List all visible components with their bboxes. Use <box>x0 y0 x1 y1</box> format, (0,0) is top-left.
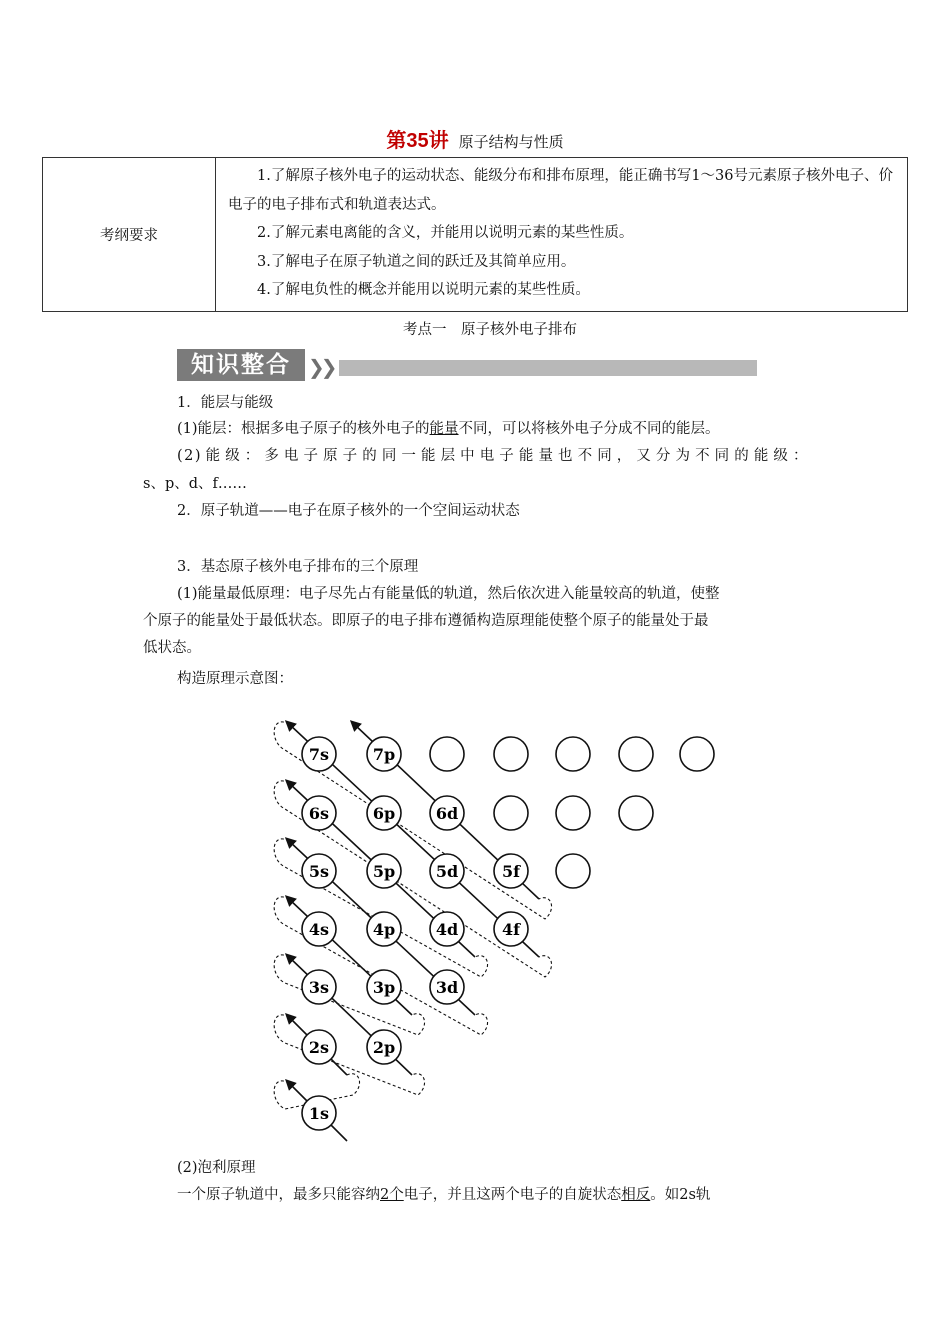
orbital-4f <box>494 912 528 946</box>
pauli-heading: (2)泡利原理 <box>177 1160 256 1176</box>
orbital-3s <box>302 970 336 1004</box>
knowledge-banner <box>177 349 757 381</box>
orbital-5s <box>302 854 336 888</box>
requirement-item: 2.了解元素电离能的含义，并能用以说明元素的某些性质。 <box>257 225 634 241</box>
orbital-7p <box>367 737 401 771</box>
svg-text:6s: 6s <box>308 804 330 823</box>
orbital-3p <box>367 970 401 1004</box>
orbital-empty <box>619 737 653 771</box>
double-chevron-icon: ❯❯ <box>308 355 334 379</box>
requirement-item: 1.了解原子核外电子的运动状态、能级分布和排布原理，能正确书写1～36号元素原子核外电子、价电子的电子排布式和轨道表达式。 <box>228 168 894 213</box>
banner-label: 知识整合 <box>177 349 305 381</box>
orbital-7s <box>302 737 336 771</box>
requirements-table <box>42 157 908 312</box>
sec3-line3: 低状态。 <box>143 640 201 656</box>
svg-text:6d: 6d <box>435 804 459 823</box>
orbital-5f <box>494 854 528 888</box>
svg-text:7s: 7s <box>308 745 330 764</box>
pauli-line <box>177 1182 710 1209</box>
svg-text:4s: 4s <box>308 920 330 939</box>
orbital-6d <box>430 796 464 830</box>
svg-text:1s: 1s <box>308 1104 330 1123</box>
svg-text:5f: 5f <box>501 862 521 881</box>
orbital-empty <box>556 796 590 830</box>
sec1-p2a: (2)能级：多电子原子的同一能层中电子能量也不同，又分为不同的能级： <box>177 448 809 464</box>
svg-text:3p: 3p <box>372 978 396 997</box>
svg-text:2s: 2s <box>308 1038 330 1057</box>
sec1-p1 <box>177 416 720 443</box>
orbital-5p <box>367 854 401 888</box>
text: 电子，并且这两个电子的自旋状态 <box>403 1187 622 1203</box>
underlined-answer: 2个 <box>380 1187 404 1203</box>
text: (1)能层：根据多电子原子的核外电子的 <box>177 421 430 437</box>
requirement-item: 3.了解电子在原子轨道之间的跃迁及其简单应用。 <box>257 253 576 270</box>
svg-text:3s: 3s <box>308 978 330 997</box>
svg-text:2p: 2p <box>372 1038 396 1057</box>
sec2-heading: 2．原子轨道——电子在原子核外的一个空间运动状态 <box>177 503 520 519</box>
svg-text:4d: 4d <box>435 920 459 939</box>
sec1-p2b: s、p、d、f…… <box>143 476 247 492</box>
orbital-empty <box>494 737 528 771</box>
svg-text:5s: 5s <box>308 862 330 881</box>
sec3-line1: (1)能量最低原理：电子尽先占有能量低的轨道，然后依次进入能量较高的轨道，使整 <box>177 586 720 602</box>
svg-text:7p: 7p <box>372 745 396 764</box>
orbital-empty <box>430 737 464 771</box>
svg-text:6p: 6p <box>372 804 396 823</box>
svg-text:3d: 3d <box>435 978 459 997</box>
orbital-empty <box>556 854 590 888</box>
underlined-answer: 能量 <box>429 421 459 437</box>
dashed-loop <box>274 1015 424 1095</box>
orbital-6p <box>367 796 401 830</box>
dashed-loop <box>274 955 424 1035</box>
orbital-2p <box>367 1030 401 1064</box>
svg-text:4f: 4f <box>501 920 521 939</box>
svg-text:5d: 5d <box>435 862 459 881</box>
orbital-empty <box>556 737 590 771</box>
requirement-item: 4.了解电负性的概念并能用以说明元素的某些性质。 <box>257 282 590 298</box>
orbital-4d <box>430 912 464 946</box>
banner-bar <box>339 360 757 376</box>
orbital-empty <box>619 796 653 830</box>
text: 一个原子轨道中，最多只能容纳 <box>177 1187 380 1203</box>
lesson-number: 第35讲 <box>386 130 449 152</box>
requirements-body <box>216 158 908 312</box>
page-title <box>0 124 950 153</box>
sec3-line2: 个原子的能量处于最低状态。即原子的电子排布遵循构造原理能使整个原子的能量处于最 <box>143 613 709 629</box>
orbital-empty <box>680 737 714 771</box>
text: 不同，可以将核外电子分成不同的能层。 <box>458 421 720 437</box>
orbital-4p <box>367 912 401 946</box>
orbital-1s <box>302 1096 336 1130</box>
aufbau-diagram <box>260 700 740 1150</box>
svg-text:5p: 5p <box>372 862 396 881</box>
orbital-empty <box>494 796 528 830</box>
section-title: 考点一 原子核外电子排布 <box>403 322 577 338</box>
orbital-3d <box>430 970 464 1004</box>
sec1-heading: 1．能层与能级 <box>177 395 274 411</box>
orbital-2s <box>302 1030 336 1064</box>
svg-text:4p: 4p <box>372 920 396 939</box>
orbital-4s <box>302 912 336 946</box>
text: 。如2s轨 <box>650 1187 711 1203</box>
lesson-title: 原子结构与性质 <box>458 133 564 151</box>
orbital-6s <box>302 796 336 830</box>
underlined-answer: 相反 <box>621 1187 651 1203</box>
diagram-caption: 构造原理示意图： <box>177 671 293 687</box>
orbital-5d <box>430 854 464 888</box>
sec3-heading: 3．基态原子核外电子排布的三个原理 <box>177 559 419 575</box>
requirements-header: 考纲要求 <box>43 158 216 312</box>
